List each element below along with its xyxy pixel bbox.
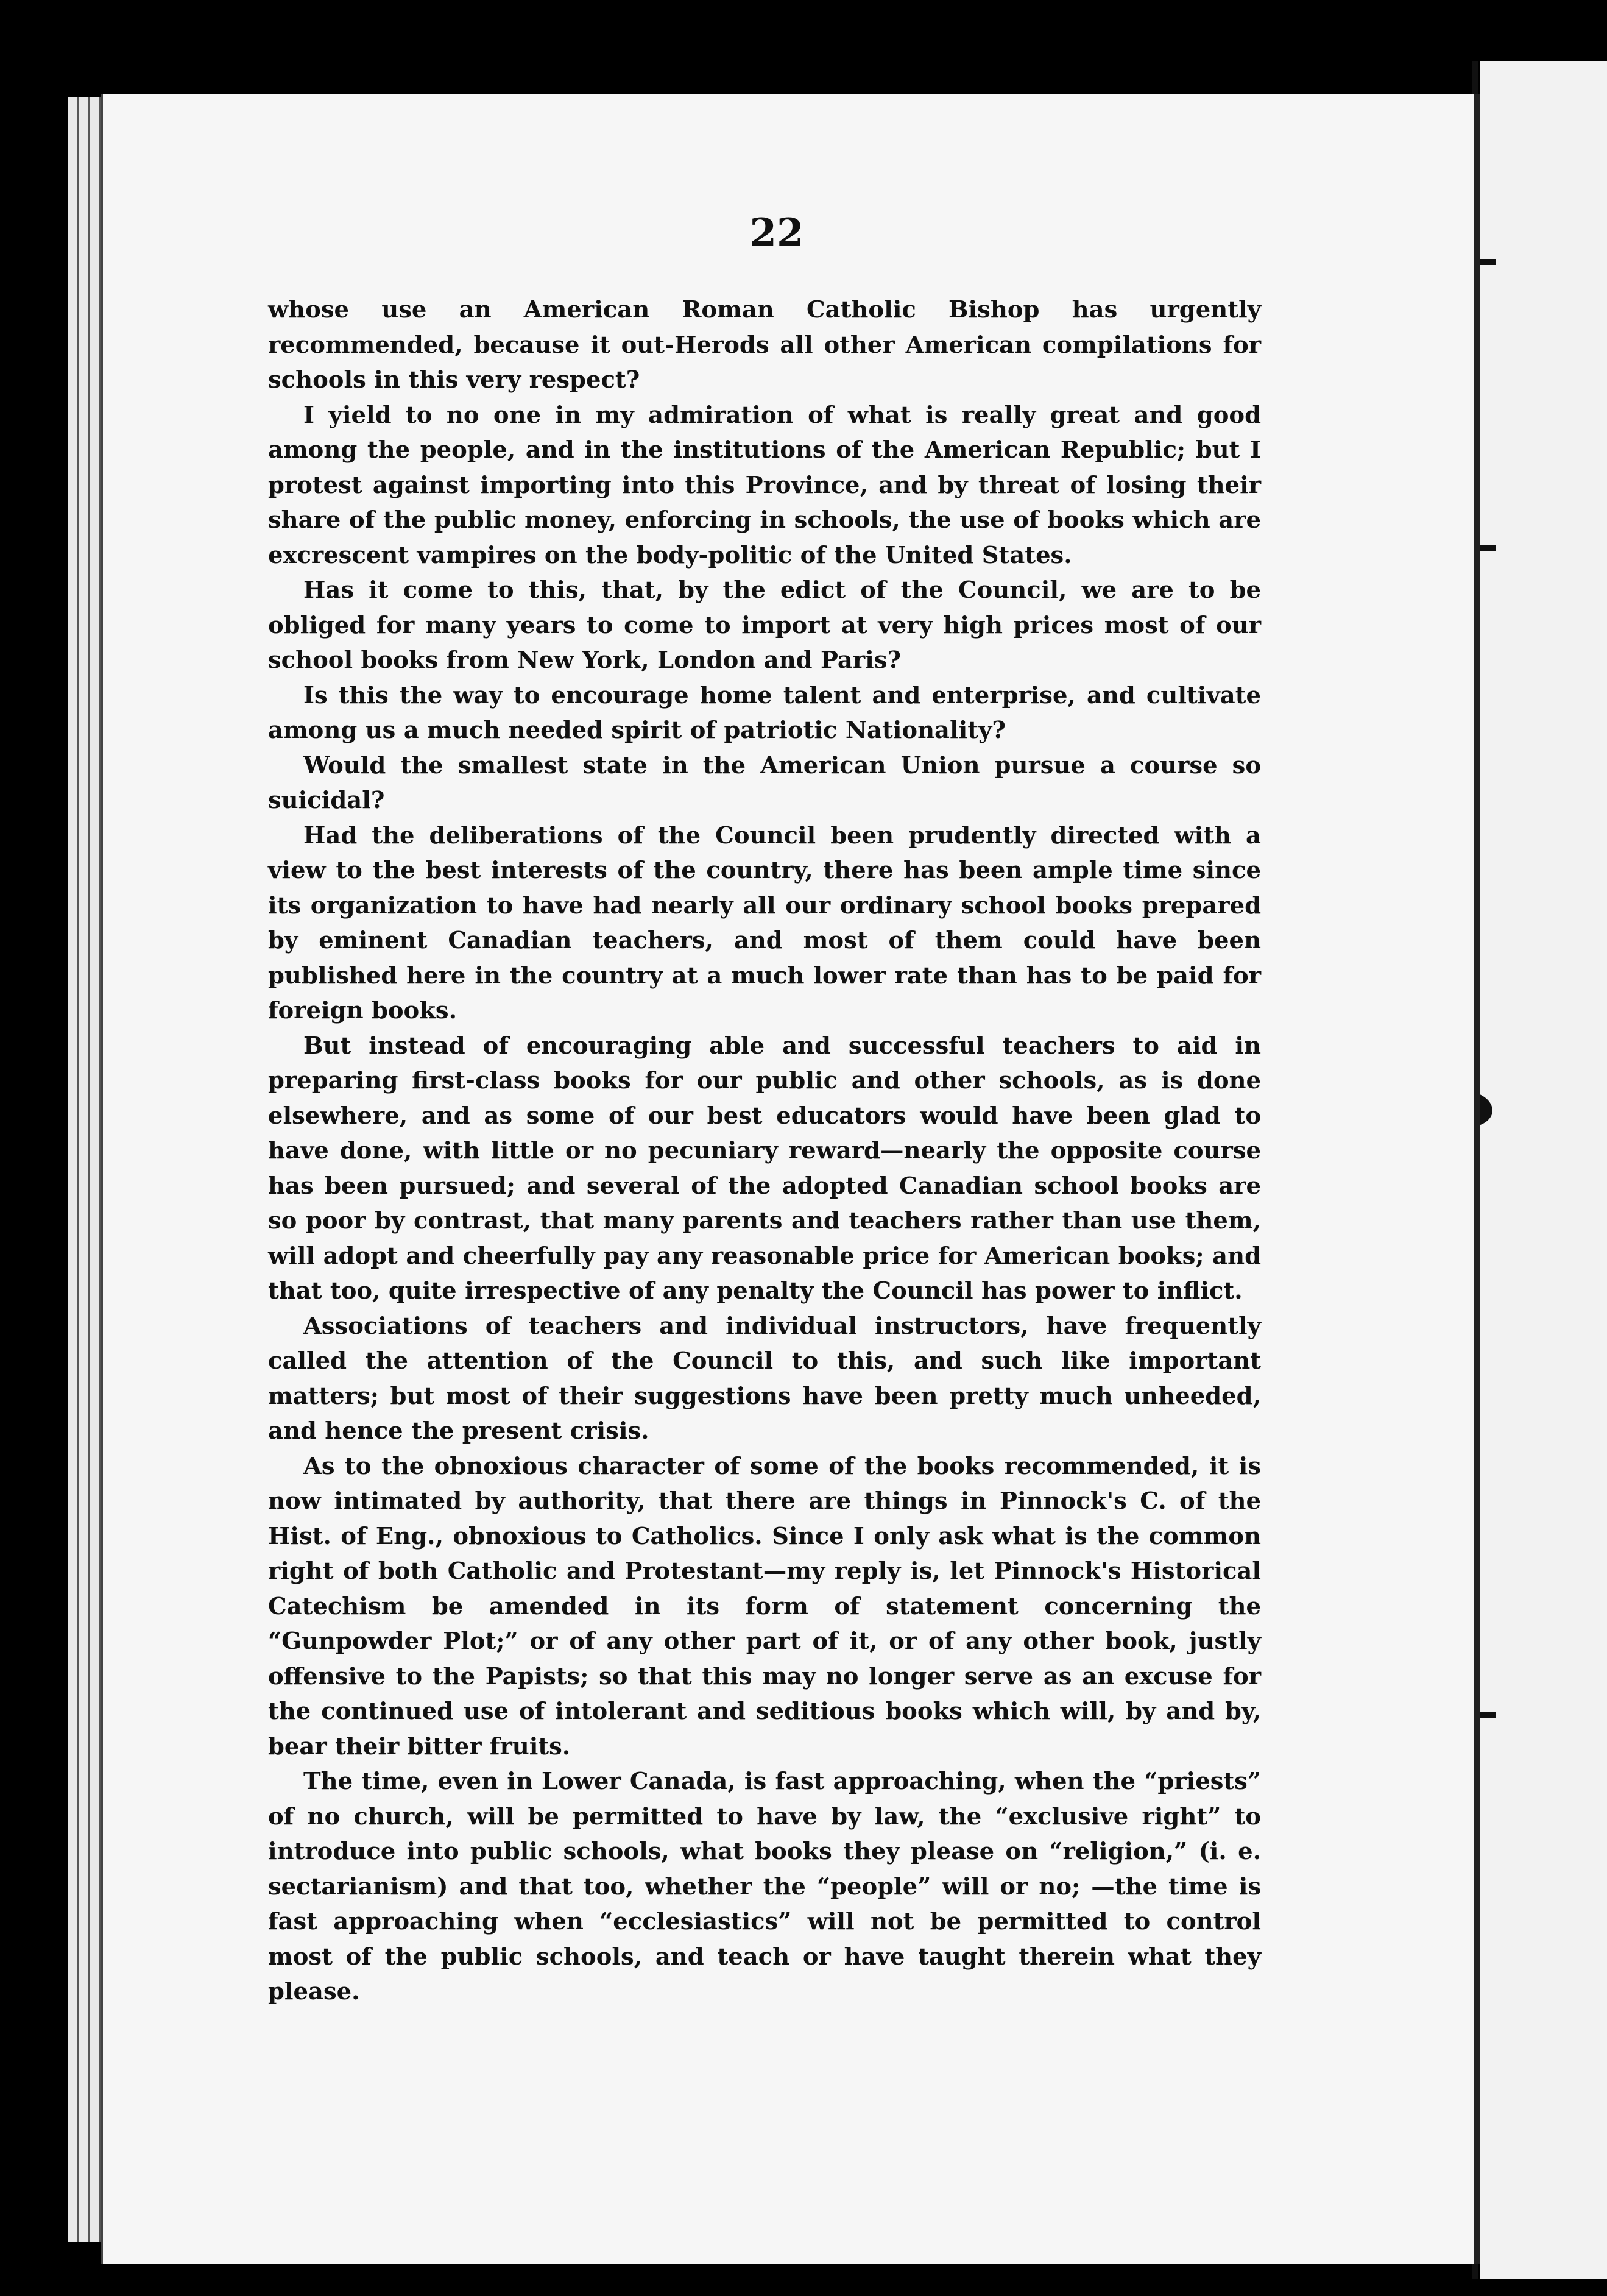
paragraph: Is this the way to encourage home talent and enterprise, and cultivate among us a much needed spirit of patriotic Nationality?: [268, 681, 1261, 744]
page-edge: [90, 97, 101, 2242]
paragraph: Has it come to this, that, by the edict of the Council, we are to be obliged for many years to come to import at very high prices most of our school books from New York, London and Paris?: [268, 576, 1261, 674]
paragraph: Had the deliberations of the Council been prudently directed with a view to the best interests of the country, there has been ample time since its organization to have had nearly all our ordinary school books prepared by eminent Canadian teachers, and most of them could have been published here in the country at a much lower rate than has to be paid for foreign books.: [268, 821, 1261, 1024]
page-edge: [79, 97, 90, 2242]
page-number: 22: [749, 210, 804, 256]
facing-page-margin: [1480, 61, 1607, 2279]
paragraph: The time, even in Lower Canada, is fast approaching, when the “priests” of no church, will be permitted to have by law, the “exclusive right” to introduce into public schools, what books they please on “religion,” (i. e. sectarianism) and that too, whether the “people” will or no; —the time is fast approaching when “ecclesiastics” will not be permitted to control most of the public schools, and teach or have taught therein what they please.: [268, 1768, 1261, 2005]
paragraph: Associations of teachers and individual instructors, have frequently called the attention of the Council to this, and such like important matters; but most of their suggestions have been pretty much unheeded, and hence the present crisis.: [268, 1312, 1261, 1445]
paragraph: Would the smallest state in the American Union pursue a course so suicidal?: [268, 751, 1261, 814]
paragraph: But instead of encouraging able and successful teachers to aid in preparing first-class books for our public and other schools, as is done elsewhere, and as some of our best educators would have been glad to have done, with little or no pecuniary reward—nearly the opposite course has been pursued; and several of the adopted Canadian school books are so poor by contrast, that many parents and teachers rather than use them, will adopt and cheerfully pay any reasonable price for American books; and that too, quite irrespective of any penalty the Council has power to inflict.: [268, 1032, 1261, 1305]
page-edge: [68, 97, 79, 2242]
paragraph: I yield to no one in my admiration of what is really great and good among the people, and in the institutions of the American Republic; but I protest against importing into this Province, and by threat of losing their share of the public money, enforcing in schools, the use of books which are excrescent vampires on the body-politic of the United States.: [268, 401, 1261, 569]
body-text: [268, 292, 1261, 2010]
paragraph: As to the obnoxious character of some of the books recommended, it is now intimated by authority, that there are things in Pinnock's C. of the Hist. of Eng., obnoxious to Catholics. Since I only ask what is the common right of both Catholic and Protestant—my reply is, let Pinnock's Historical Catechism be amended in its form of statement concerning the “Gunpowder Plot;” or of any other part of it, or of any other book, justly offensive to the Papists; so that this may no longer serve as an excuse for the continued use of intolerant and seditious books which will, by and by, bear their bitter fruits.: [268, 1452, 1261, 1760]
paragraph: whose use an American Roman Catholic Bishop has urgently recommended, because it out-Herods all other American compilations for schools in this very respect?: [268, 296, 1261, 394]
